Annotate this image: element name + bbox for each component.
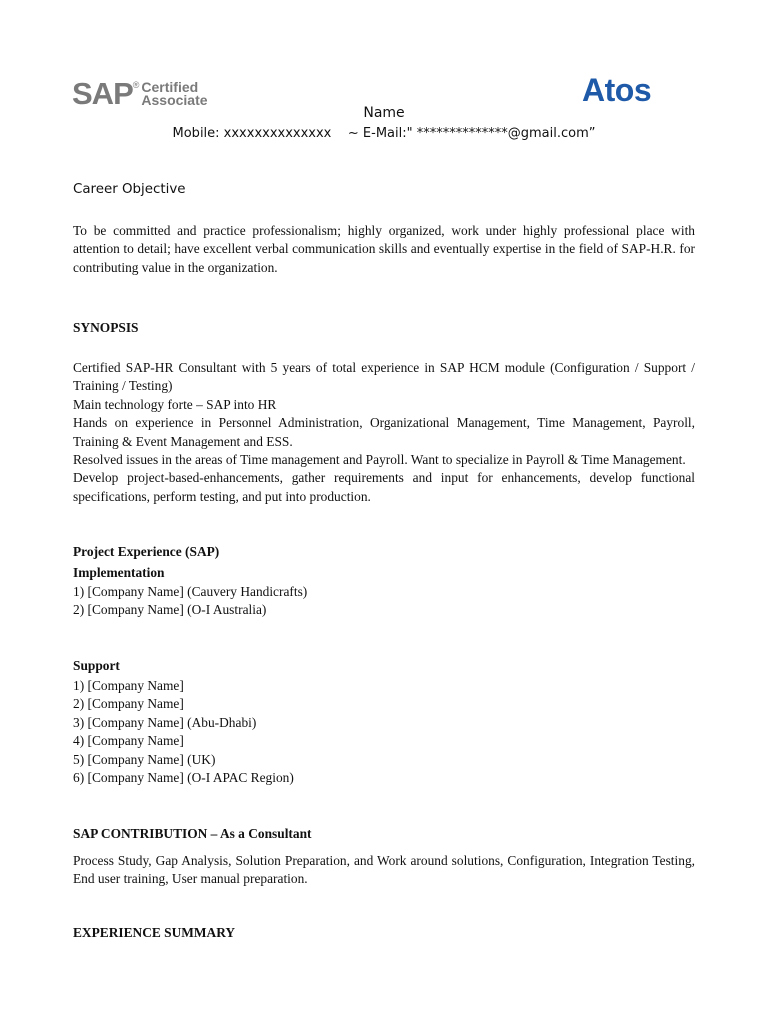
list-item: 2) [Company Name] (O-I Australia): [73, 602, 267, 618]
project-experience-heading: Project Experience (SAP): [73, 544, 220, 559]
synopsis-paragraph: Resolved issues in the areas of Time management and Payroll. Want to specialize in Payroll & Time Management.: [73, 452, 686, 468]
synopsis-paragraph: Develop project-based-enhancements, gather requirements and input for enhancements, develop functional specifications, perform testing, and put into production.: [73, 470, 695, 504]
atos-logo: Atos: [582, 72, 652, 108]
synopsis-heading: SYNOPSIS: [73, 320, 139, 335]
synopsis-paragraph: Main technology forte – SAP into HR: [73, 396, 277, 412]
sap-logo-mark: SAP: [72, 76, 133, 111]
synopsis-paragraph: Certified SAP-HR Consultant with 5 years of total experience in SAP HCM module (Configuration / Support / Training / Testing): [73, 360, 695, 394]
list-item: 1) [Company Name]: [73, 678, 184, 693]
sap-contribution-text: Process Study, Gap Analysis, Solution Preparation, and Work around solutions, Configuration, Integration Testing, End user training, User manual preparation.: [73, 853, 695, 887]
list-item: 3) [Company Name] (Abu-Dhabi): [73, 714, 257, 730]
implementation-list: [73, 583, 695, 620]
list-item: 4) [Company Name]: [73, 733, 184, 749]
contact-line: Mobile: xxxxxxxxxxxxxx ~ E-Mail:" **************@gmail.com”: [172, 126, 596, 141]
sap-registered-mark: ®: [132, 80, 140, 90]
career-objective-heading: Career Objective: [73, 182, 186, 197]
candidate-name: Name: [363, 105, 405, 121]
support-list: [73, 677, 695, 787]
sap-contribution-heading: SAP CONTRIBUTION – As a Consultant: [73, 826, 312, 841]
synopsis-paragraph: Hands on experience in Personnel Administration, Organizational Management, Time Management, Payroll, Training & Event Management and ESS.: [73, 415, 695, 449]
sap-logo-line2: Associate: [141, 92, 208, 108]
support-heading: Support: [73, 658, 120, 673]
sap-logo-line1: Certified: [141, 79, 199, 95]
list-item: 5) [Company Name] (UK): [73, 751, 216, 767]
sap-logo-subtitle: [141, 78, 207, 107]
list-item: 2) [Company Name]: [73, 696, 184, 712]
synopsis-body: [73, 359, 695, 506]
implementation-heading: Implementation: [73, 565, 165, 580]
list-item: 1) [Company Name] (Cauvery Handicrafts): [73, 584, 308, 599]
experience-summary-heading: EXPERIENCE SUMMARY: [73, 925, 236, 940]
list-item: 6) [Company Name] (O-I APAC Region): [73, 770, 294, 786]
career-objective-text: To be committed and practice professionalism; highly organized, work under highly professional place with attention to detail; have excellent verbal communication skills and eventually expertise in the field of SAP-H.R. for contributing value in the organization.: [73, 223, 695, 275]
